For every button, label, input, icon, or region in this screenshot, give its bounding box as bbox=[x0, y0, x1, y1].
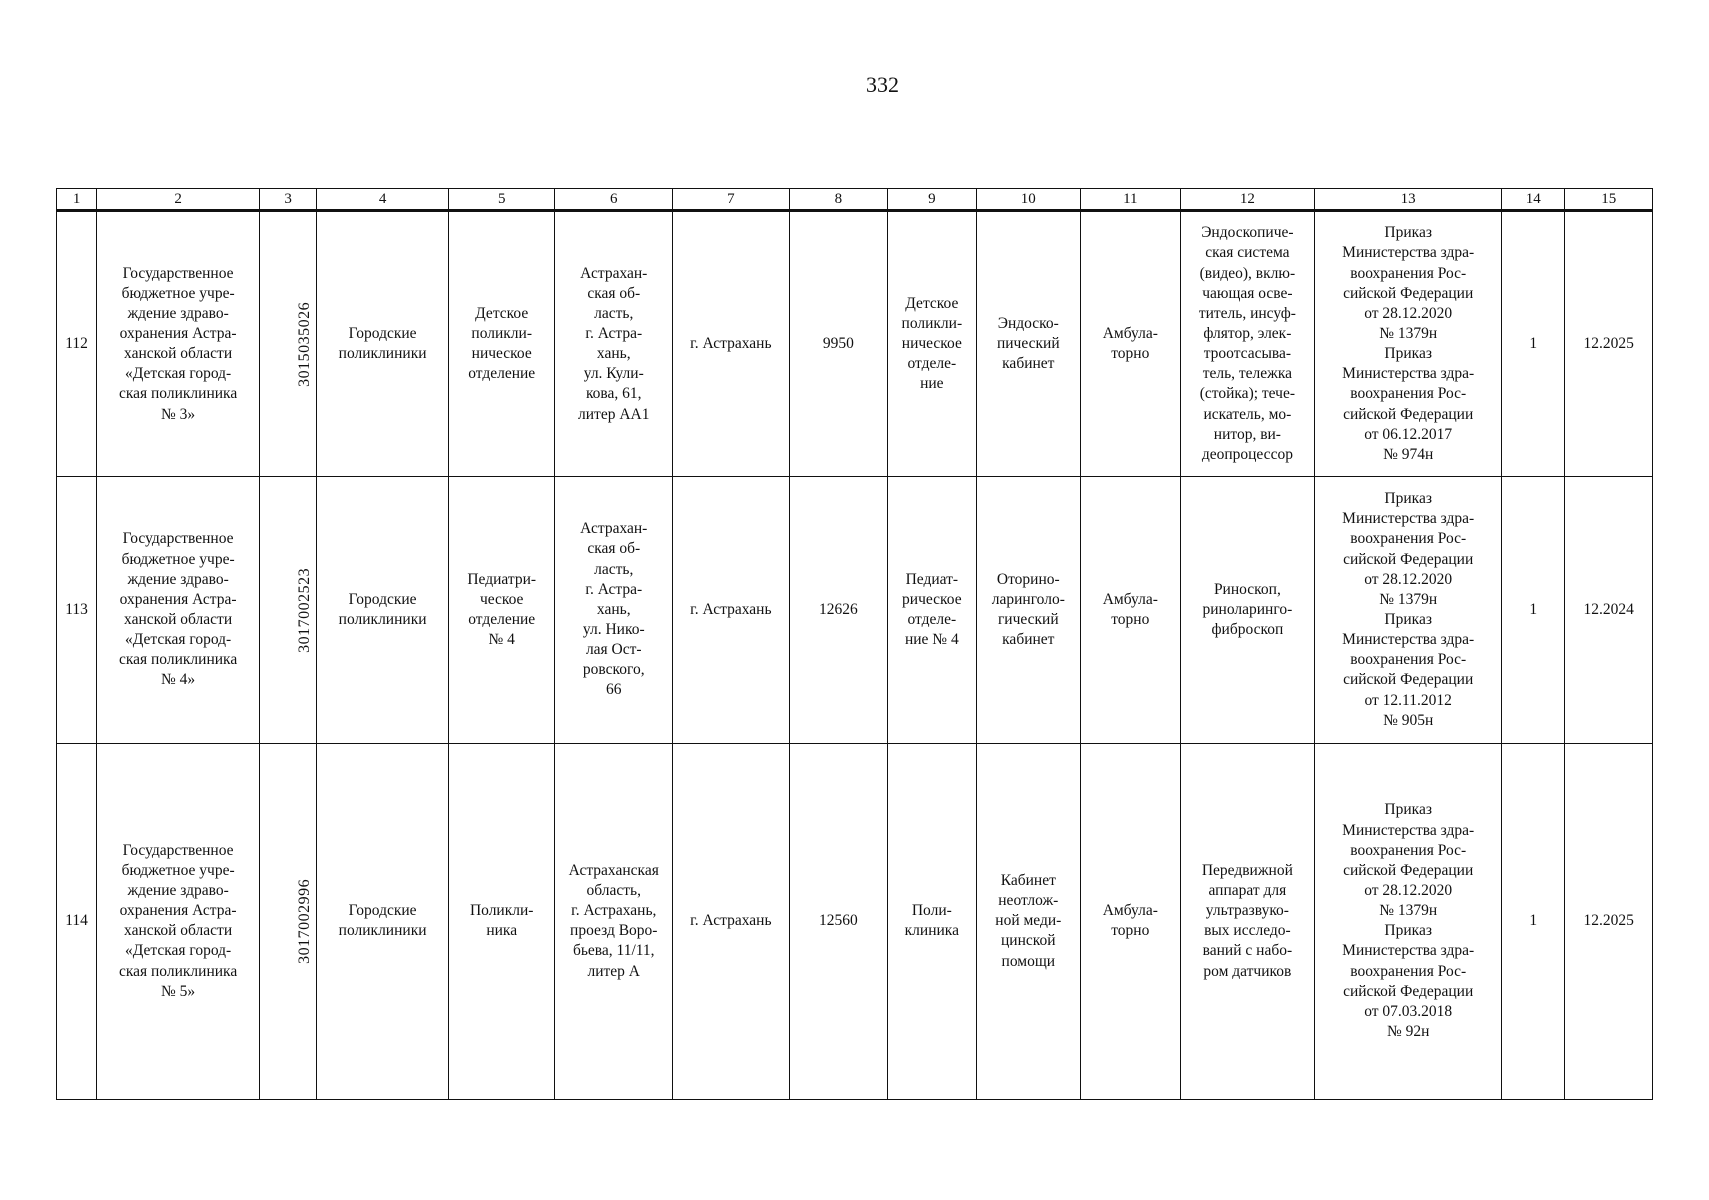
facility-type: Городские поликлиники bbox=[317, 743, 449, 1099]
equipment-name: Эндоскопиче- ская система (видео), вклю- чающая осве- титель, инсуф- флятор, элек- троотсасыва- тель, тележка (стойка); тече- искатель, мо- нитор, ви- деопроцессор bbox=[1180, 211, 1315, 477]
row-number: 112 bbox=[57, 211, 97, 477]
column-header: 10 bbox=[976, 189, 1081, 211]
legal-basis: Приказ Министерства здра- воохранения Рос- сийской Федерации от 28.12.2020 № 1379н Приказ Министерства здра- воохранения Рос- сийской Федерации от 06.12.2017 № 974н bbox=[1315, 211, 1502, 477]
care-mode: Амбула- торно bbox=[1081, 211, 1180, 477]
due-date: 12.2025 bbox=[1565, 211, 1653, 477]
row-number: 114 bbox=[57, 743, 97, 1099]
row-number: 113 bbox=[57, 477, 97, 743]
column-header: 8 bbox=[789, 189, 887, 211]
room-name: Оторино- ларинголо- гический кабинет bbox=[976, 477, 1081, 743]
room-name: Кабинет неотлож- ной меди- цинской помощи bbox=[976, 743, 1081, 1099]
organization-code: 3017002996 bbox=[296, 878, 314, 964]
column-header: 4 bbox=[317, 189, 449, 211]
column-header: 1 bbox=[57, 189, 97, 211]
room-name: Эндоско- пический кабинет bbox=[976, 211, 1081, 477]
unit-name: Детское поликли- ническое отделе- ние bbox=[888, 211, 976, 477]
column-number-row bbox=[57, 189, 1653, 211]
page-number: 332 bbox=[866, 72, 899, 97]
table-row bbox=[57, 743, 1653, 1099]
address: Астрахан- ская об- ласть, г. Астра- хань, ул. Кули- кова, 61, литер АА1 bbox=[555, 211, 673, 477]
quantity: 1 bbox=[1502, 477, 1565, 743]
value: 9950 bbox=[789, 211, 887, 477]
organization-code: 3017002523 bbox=[296, 567, 314, 653]
column-header: 3 bbox=[260, 189, 317, 211]
organization-code-cell bbox=[260, 743, 317, 1099]
care-mode: Амбула- торно bbox=[1081, 477, 1180, 743]
value: 12626 bbox=[789, 477, 887, 743]
organization-code-cell bbox=[260, 477, 317, 743]
quantity: 1 bbox=[1502, 211, 1565, 477]
column-header: 5 bbox=[448, 189, 555, 211]
column-header: 2 bbox=[97, 189, 260, 211]
table-row bbox=[57, 211, 1653, 477]
city: г. Астрахань bbox=[673, 211, 790, 477]
due-date: 12.2024 bbox=[1565, 477, 1653, 743]
organization-code-cell bbox=[260, 211, 317, 477]
due-date: 12.2025 bbox=[1565, 743, 1653, 1099]
value: 12560 bbox=[789, 743, 887, 1099]
organization-code: 3015035026 bbox=[296, 301, 314, 387]
unit-name: Педиат- рическое отделе- ние № 4 bbox=[888, 477, 976, 743]
department-name: Детское поликли- ническое отделение bbox=[448, 211, 555, 477]
organization-name: Государственное бюджетное учре- ждение здраво- охранения Астра- ханской области «Детская город- ская поликлиника № 4» bbox=[97, 477, 260, 743]
organization-name: Государственное бюджетное учре- ждение здраво- охранения Астра- ханской области «Детская город- ская поликлиника № 5» bbox=[97, 743, 260, 1099]
city: г. Астрахань bbox=[673, 743, 790, 1099]
column-header: 7 bbox=[673, 189, 790, 211]
address: Астрахан- ская об- ласть, г. Астра- хань, ул. Нико- лая Ост- ровского, 66 bbox=[555, 477, 673, 743]
legal-basis: Приказ Министерства здра- воохранения Рос- сийской Федерации от 28.12.2020 № 1379н Приказ Министерства здра- воохранения Рос- сийской Федерации от 07.03.2018 № 92н bbox=[1315, 743, 1502, 1099]
equipment-registry-table bbox=[56, 188, 1653, 1100]
organization-name: Государственное бюджетное учре- ждение здраво- охранения Астра- ханской области «Детская город- ская поликлиника № 3» bbox=[97, 211, 260, 477]
table-row bbox=[57, 477, 1653, 743]
facility-type: Городские поликлиники bbox=[317, 211, 449, 477]
care-mode: Амбула- торно bbox=[1081, 743, 1180, 1099]
column-header: 11 bbox=[1081, 189, 1180, 211]
column-header: 9 bbox=[888, 189, 976, 211]
equipment-name: Передвижной аппарат для ультразвуко- вых исследо- ваний с набо- ром датчиков bbox=[1180, 743, 1315, 1099]
column-header: 13 bbox=[1315, 189, 1502, 211]
quantity: 1 bbox=[1502, 743, 1565, 1099]
column-header: 6 bbox=[555, 189, 673, 211]
unit-name: Поли- клиника bbox=[888, 743, 976, 1099]
department-name: Педиатри- ческое отделение № 4 bbox=[448, 477, 555, 743]
facility-type: Городские поликлиники bbox=[317, 477, 449, 743]
city: г. Астрахань bbox=[673, 477, 790, 743]
department-name: Поликли- ника bbox=[448, 743, 555, 1099]
address: Астраханская область, г. Астрахань, проезд Воро- бьева, 11/11, литер А bbox=[555, 743, 673, 1099]
equipment-name: Риноскоп, риноларинго- фиброскоп bbox=[1180, 477, 1315, 743]
column-header: 12 bbox=[1180, 189, 1315, 211]
column-header: 15 bbox=[1565, 189, 1653, 211]
column-header: 14 bbox=[1502, 189, 1565, 211]
legal-basis: Приказ Министерства здра- воохранения Рос- сийской Федерации от 28.12.2020 № 1379н Приказ Министерства здра- воохранения Рос- сийской Федерации от 12.11.2012 № 905н bbox=[1315, 477, 1502, 743]
